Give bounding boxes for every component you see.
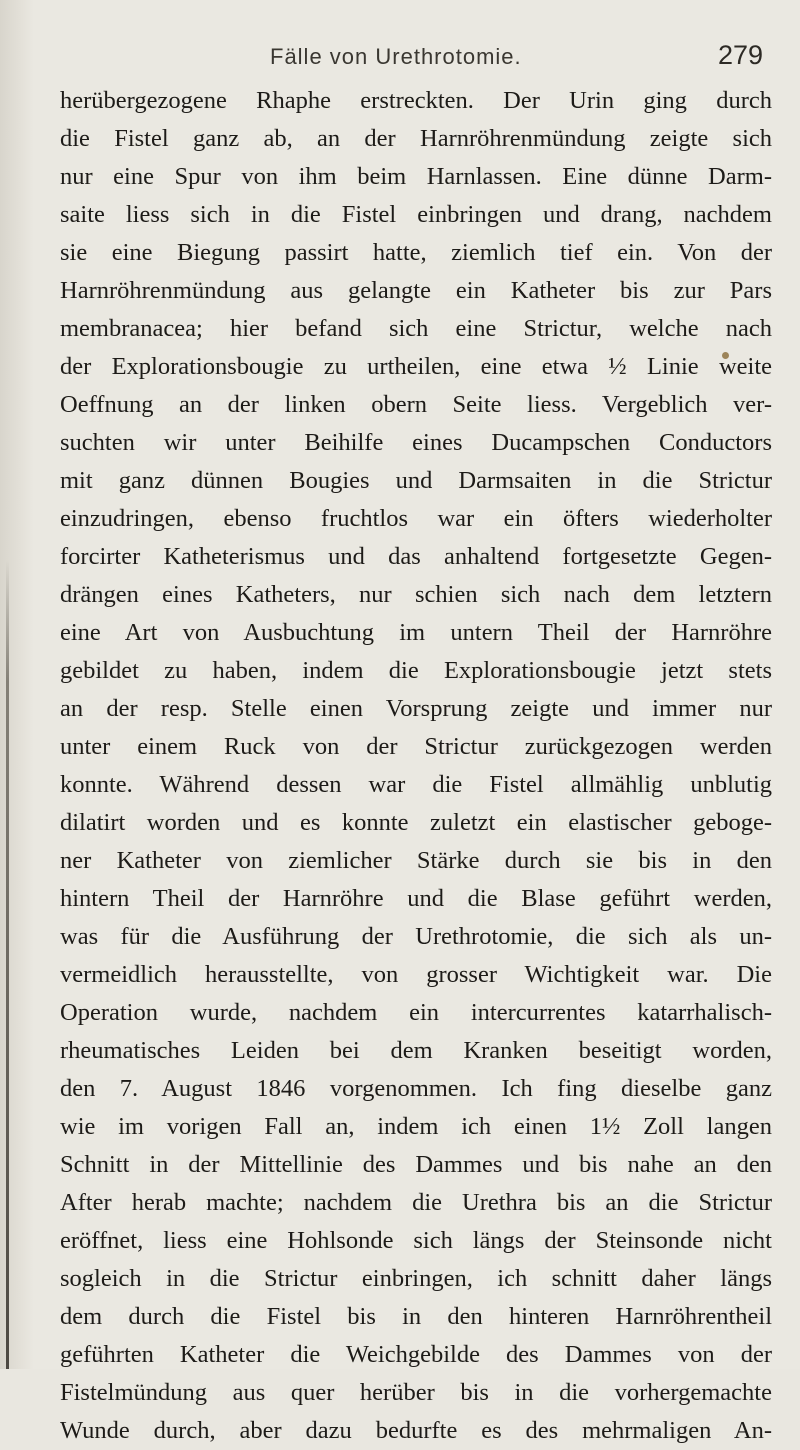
text-line: Wunde durch, aber dazu bedurfte es des mehrmaligen An- <box>60 1417 772 1444</box>
text-line: Schnitt in der Mittellinie des Dammes und bis nahe an den <box>60 1151 772 1178</box>
text-line: Operation wurde, nachdem ein intercurrentes katarrhalisch- <box>60 999 772 1026</box>
text-line: After herab machte; nachdem die Urethra bis an die Strictur <box>60 1189 772 1216</box>
text-line: forcirter Katheterismus und das anhaltend fortgesetzte Gegen- <box>60 543 772 570</box>
text-line: die Fistel ganz ab, an der Harnröhrenmündung zeigte sich <box>60 125 772 152</box>
text-line: mit ganz dünnen Bougies und Darmsaiten in die Strictur <box>60 467 772 494</box>
text-line: unter einem Ruck von der Strictur zurückgezogen werden <box>60 733 772 760</box>
text-line: vermeidlich herausstellte, von grosser Wichtigkeit war. Die <box>60 961 772 988</box>
text-line: suchten wir unter Beihilfe eines Ducampschen Conductors <box>60 429 772 456</box>
text-line: nur eine Spur von ihm beim Harnlassen. Eine dünne Darm- <box>60 163 772 190</box>
text-line: saite liess sich in die Fistel einbringen und drang, nachdem <box>60 201 772 228</box>
text-line: der Explorationsbougie zu urtheilen, eine etwa ½ Linie weite <box>60 353 772 380</box>
text-line: Fistelmündung aus quer herüber bis in die vorhergemachte <box>60 1379 772 1406</box>
text-line: eine Art von Ausbuchtung im untern Theil der Harnröhre <box>60 619 772 646</box>
text-line: konnte. Während dessen war die Fistel allmählig unblutig <box>60 771 772 798</box>
text-line: was für die Ausführung der Urethrotomie, die sich als un- <box>60 923 772 950</box>
binding-edge-line <box>6 560 9 1369</box>
text-line: gebildet zu haben, indem die Explorationsbougie jetzt stets <box>60 657 772 684</box>
text-line: geführten Katheter die Weichgebilde des Dammes von der <box>60 1341 772 1368</box>
text-line: ner Katheter von ziemlicher Stärke durch sie bis in den <box>60 847 772 874</box>
text-line: hintern Theil der Harnröhre und die Blase geführt werden, <box>60 885 772 912</box>
text-line: Oeffnung an der linken obern Seite liess. Vergeblich ver- <box>60 391 772 418</box>
text-line: den 7. August 1846 vorgenommen. Ich fing dieselbe ganz <box>60 1075 772 1102</box>
text-line: dem durch die Fistel bis in den hinteren Harnröhrentheil <box>60 1303 772 1330</box>
text-line: membranacea; hier befand sich eine Strictur, welche nach <box>60 315 772 342</box>
text-line: wie im vorigen Fall an, indem ich einen 1½ Zoll langen <box>60 1113 772 1140</box>
text-line: einzudringen, ebenso fruchtlos war ein öfters wiederholter <box>60 505 772 532</box>
running-head <box>0 40 800 80</box>
body-text <box>60 82 772 1450</box>
text-line: sogleich in die Strictur einbringen, ich schnitt daher längs <box>60 1265 772 1292</box>
text-line: dilatirt worden und es konnte zuletzt ein elastischer geboge- <box>60 809 772 836</box>
text-line: rheumatisches Leiden bei dem Kranken beseitigt worden, <box>60 1037 772 1064</box>
text-line: sie eine Biegung passirt hatte, ziemlich tief ein. Von der <box>60 239 772 266</box>
text-line: drängen eines Katheters, nur schien sich nach dem letztern <box>60 581 772 608</box>
text-line: Harnröhrenmündung aus gelangte ein Katheter bis zur Pars <box>60 277 772 304</box>
running-title: Fälle von Urethrotomie. <box>270 44 522 69</box>
text-line: an der resp. Stelle einen Vorsprung zeigte und immer nur <box>60 695 772 722</box>
page-number: 279 <box>717 40 763 70</box>
text-line: eröffnet, liess eine Hohlsonde sich längs der Steinsonde nicht <box>60 1227 772 1254</box>
text-line: herübergezogene Rhaphe erstreckten. Der Urin ging durch <box>60 87 772 114</box>
